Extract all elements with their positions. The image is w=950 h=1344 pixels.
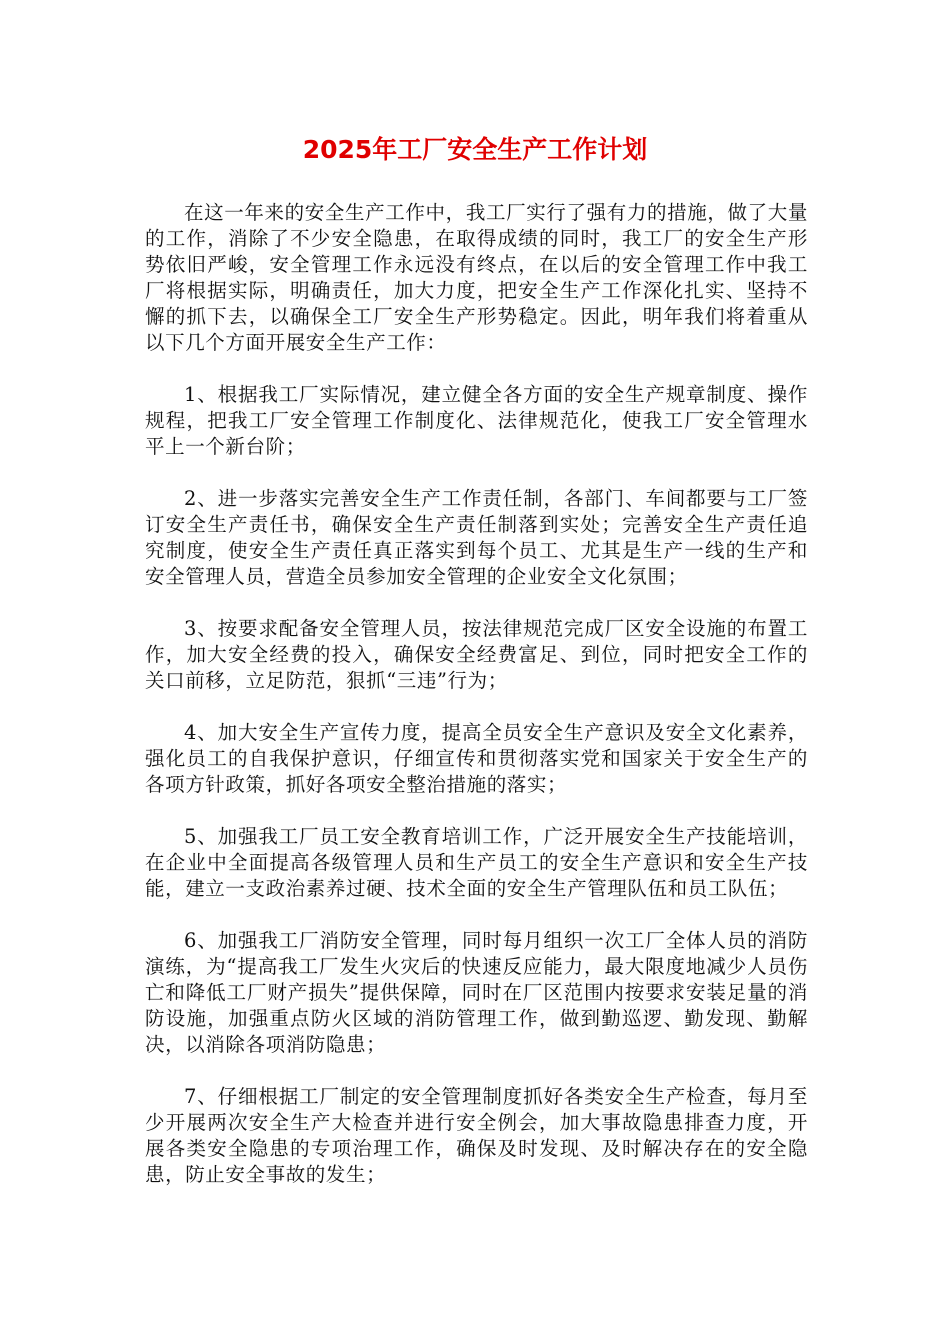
item-paragraph-1: 1、根据我工厂实际情况，建立健全各方面的安全生产规章制度、操作规程，把我工厂安全管理工作制度化、法律规范化，使我工厂安全管理水平上一个新台阶；: [145, 383, 808, 458]
item-paragraph-6: 6、加强我工厂消防安全管理，同时每月组织一次工厂全体人员的消防演练，为“提高我工厂发生火灾后的快速反应能力，最大限度地减少人员伤亡和降低工厂财产损失”提供保障，同时在厂区范围内按要求安装足量的消防设施，加强重点防火区域的消防管理工作，做到勤巡逻、勤发现、勤解决，以消除各项消防隐患；: [145, 929, 808, 1056]
item-paragraph-2: 2、进一步落实完善安全生产工作责任制，各部门、车间都要与工厂签订安全生产责任书，确保安全生产责任制落到实处；完善安全生产责任追究制度，使安全生产责任真正落实到每个员工、尤其是生产一线的生产和安全管理人员，营造全员参加安全管理的企业安全文化氛围；: [145, 487, 808, 588]
item-paragraph-4: 4、加大安全生产宣传力度，提高全员安全生产意识及安全文化素养，强化员工的自我保护意识，仔细宣传和贯彻落实党和国家关于安全生产的各项方针政策，抓好各项安全整治措施的落实；: [145, 721, 808, 796]
document-title: 2025年工厂安全生产工作计划: [302, 135, 648, 164]
intro-paragraph: 在这一年来的安全生产工作中，我工厂实行了强有力的措施，做了大量的工作，消除了不少安全隐患，在取得成绩的同时，我工厂的安全生产形势依旧严峻，安全管理工作永远没有终点，在以后的安全管理工作中我工厂将根据实际，明确责任，加大力度，把安全生产工作深化扎实、坚持不懈的抓下去，以确保全工厂安全生产形势稳定。因此，明年我们将着重从以下几个方面开展安全生产工作：: [145, 201, 808, 354]
item-paragraph-5: 5、加强我工厂员工安全教育培训工作，广泛开展安全生产技能培训，在企业中全面提高各级管理人员和生产员工的安全生产意识和安全生产技能，建立一支政治素养过硬、技术全面的安全生产管理队伍和员工队伍；: [145, 825, 808, 900]
item-paragraph-3: 3、按要求配备安全管理人员，按法律规范完成厂区安全设施的布置工作，加大安全经费的投入，确保安全经费富足、到位，同时把安全工作的关口前移，立足防范，狠抓“三违”行为；: [145, 617, 808, 692]
document-body: [145, 200, 808, 1214]
item-paragraph-7: 7、仔细根据工厂制定的安全管理制度抓好各类安全生产检查，每月至少开展两次安全生产大检查并进行安全例会，加大事故隐患排查力度，开展各类安全隐患的专项治理工作，确保及时发现、及时解决存在的安全隐患，防止安全事故的发生；: [145, 1085, 808, 1186]
